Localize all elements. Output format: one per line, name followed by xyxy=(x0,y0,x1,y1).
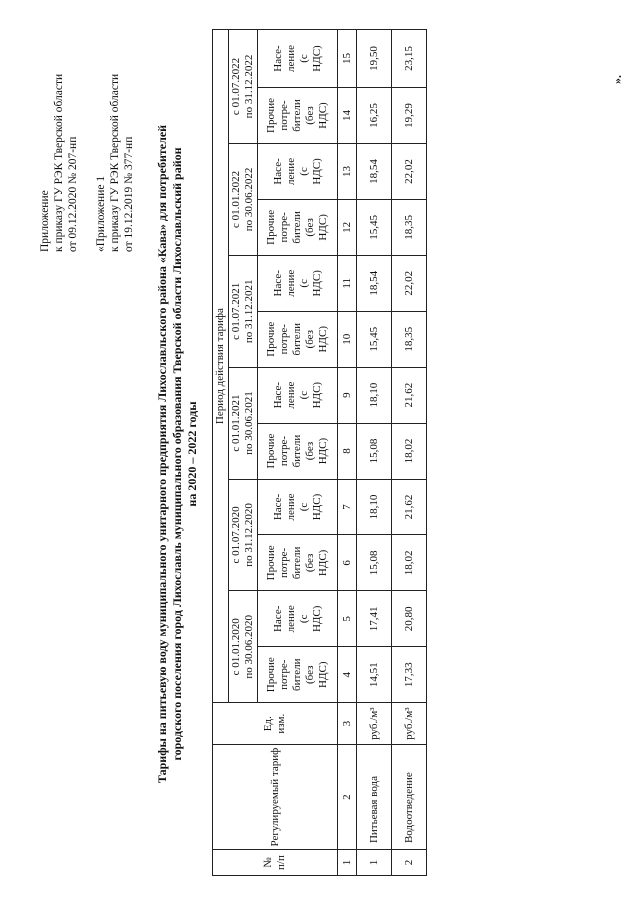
period-range xyxy=(229,367,258,479)
consumer-label-line: бители xyxy=(291,546,303,580)
appendix-line: к приказу ГУ РЭК Тверской области xyxy=(53,73,65,252)
consumer-population-header xyxy=(258,367,338,423)
consumer-label-line: ление xyxy=(284,45,297,73)
consumer-label-line: Насе- xyxy=(271,270,284,297)
appendix-old-note xyxy=(94,22,136,252)
column-number: 12 xyxy=(338,199,357,255)
tariff-value-cell: 18,10 xyxy=(357,367,392,423)
column-number: 2 xyxy=(338,745,357,850)
column-number: 7 xyxy=(338,479,357,535)
consumer-label-line: (без xyxy=(304,441,316,461)
column-number: 13 xyxy=(338,143,357,199)
consumer-label-line: (без xyxy=(304,329,316,349)
consumer-label-line: Насе- xyxy=(271,45,284,72)
consumer-other-header xyxy=(258,199,338,255)
consumer-other-header xyxy=(258,88,338,144)
row-number-cell: 2 xyxy=(392,850,427,876)
tariff-value-cell: 23,15 xyxy=(392,30,427,88)
column-number: 15 xyxy=(338,30,357,88)
consumer-label-line: Насе- xyxy=(271,605,284,633)
appendix-old-line: «Приложение 1 xyxy=(95,175,107,252)
consumer-label-line: ление xyxy=(284,493,297,521)
consumer-label-line: (без xyxy=(304,665,316,684)
unit-cell: руб./м³ xyxy=(392,703,427,745)
tariff-value-cell: 18,35 xyxy=(392,199,427,255)
period-from: с 01.01.2022 xyxy=(230,170,242,228)
consumer-label-line: Прочие xyxy=(265,433,277,469)
appendix-old-line: от 19.12.2019 № 377-нп xyxy=(123,136,135,252)
consumer-label-line: НДС) xyxy=(317,549,329,577)
tariff-value-cell: 20,80 xyxy=(392,591,427,647)
tariff-value-cell: 14,51 xyxy=(357,647,392,703)
consumer-label-line: бители xyxy=(291,211,303,244)
column-number: 3 xyxy=(338,703,357,745)
tariff-value-cell: 18,02 xyxy=(392,535,427,591)
appendix-old-line: к приказу ГУ РЭК Тверской области xyxy=(109,73,121,252)
tariff-name-cell: Водоотведение xyxy=(392,745,427,850)
consumer-label-line: ление xyxy=(284,269,297,297)
consumer-label-line: (с xyxy=(297,279,310,288)
consumer-label-line: ление xyxy=(284,157,297,185)
period-from: с 01.01.2021 xyxy=(230,394,242,452)
title-line: Тарифы на питьевую воду муниципального унитарного предприятия Лихославльского района «Кава» для потребителей xyxy=(155,124,169,784)
consumer-other-header xyxy=(258,311,338,367)
tariff-value-cell: 18,02 xyxy=(392,423,427,479)
header-tariff-name: Регулируемый тариф xyxy=(213,745,338,850)
column-number: 1 xyxy=(338,850,357,876)
tariff-value-cell: 18,35 xyxy=(392,311,427,367)
consumer-population-header xyxy=(258,143,338,199)
period-to: по 30.06.2022 xyxy=(243,167,255,232)
table-row xyxy=(357,30,392,876)
consumer-label-line: Прочие xyxy=(265,98,277,133)
consumer-label-line: бители xyxy=(291,434,303,468)
consumer-label-line: (без xyxy=(304,218,316,237)
column-number: 10 xyxy=(338,311,357,367)
period-from: с 01.07.2020 xyxy=(230,506,242,564)
consumer-label-line: (без xyxy=(304,106,316,125)
period-from: с 01.07.2022 xyxy=(230,57,242,116)
tariff-value-cell: 22,02 xyxy=(392,255,427,311)
period-from: с 01.01.2020 xyxy=(230,618,242,676)
consumer-label-line: НДС) xyxy=(317,102,329,129)
appendix-line: от 09.12.2020 № 207-нп xyxy=(67,136,79,252)
tariff-value-cell: 19,29 xyxy=(392,88,427,144)
consumer-label-line: НДС) xyxy=(317,325,329,353)
consumer-label-line: НДС) xyxy=(310,605,323,633)
consumer-label-line: ление xyxy=(284,605,297,633)
consumer-label-line: (с xyxy=(297,390,310,400)
consumer-population-header xyxy=(258,255,338,311)
consumer-label-line: НДС) xyxy=(310,270,323,297)
consumer-label-line: бители xyxy=(291,322,303,356)
tariff-table xyxy=(212,29,427,876)
column-number: 14 xyxy=(338,88,357,144)
consumer-population-header xyxy=(258,591,338,647)
consumer-label-line: потре- xyxy=(278,659,290,690)
row-number-cell: 1 xyxy=(357,850,392,876)
consumer-label-line: НДС) xyxy=(317,437,329,465)
consumer-label-line: НДС) xyxy=(317,661,329,688)
header-unit: Ед. изм. xyxy=(213,703,338,745)
consumer-label-line: бители xyxy=(291,658,303,692)
period-from: с 01.07.2021 xyxy=(230,282,242,340)
consumer-label-line: Прочие xyxy=(265,321,277,357)
consumer-label-line: Прочие xyxy=(265,657,277,693)
consumer-label-line: НДС) xyxy=(310,45,323,72)
column-number: 4 xyxy=(338,647,357,703)
consumer-label-line: (с xyxy=(297,502,310,512)
consumer-label-line: потре- xyxy=(278,212,290,243)
period-to: по 31.12.2022 xyxy=(243,54,255,119)
consumer-label-line: потре- xyxy=(278,324,290,355)
column-number: 9 xyxy=(338,367,357,423)
consumer-label-line: ление xyxy=(284,381,297,409)
consumer-label-line: НДС) xyxy=(310,493,323,521)
column-number: 11 xyxy=(338,255,357,311)
consumer-label-line: потре- xyxy=(278,100,290,131)
title-line: городского поселения город Лихославль муниципального образования Тверской области Лихославльский район xyxy=(170,147,184,761)
consumer-label-line: НДС) xyxy=(310,381,323,409)
period-to: по 31.12.2021 xyxy=(243,279,255,344)
title-line: на 2020 – 2022 годы xyxy=(185,401,199,507)
consumer-label-line: Насе- xyxy=(271,493,284,521)
period-range xyxy=(229,143,258,255)
consumer-label-line: Насе- xyxy=(271,381,284,409)
consumer-label-line: потре- xyxy=(278,547,290,579)
consumer-label-line: Прочие xyxy=(265,209,277,245)
period-range xyxy=(229,479,258,591)
unit-cell: руб./м³ xyxy=(357,703,392,745)
tariff-name-cell: Питьевая вода xyxy=(357,745,392,850)
consumer-other-header xyxy=(258,647,338,703)
consumer-label-line: НДС) xyxy=(317,214,329,241)
tariff-value-cell: 15,45 xyxy=(357,311,392,367)
consumer-population-header xyxy=(258,30,338,88)
tariff-value-cell: 15,45 xyxy=(357,199,392,255)
tariff-value-cell: 16,25 xyxy=(357,88,392,144)
period-to: по 30.06.2020 xyxy=(243,614,255,679)
tariff-value-cell: 18,54 xyxy=(357,255,392,311)
tariff-value-cell: 15,08 xyxy=(357,535,392,591)
tariff-value-cell: 21,62 xyxy=(392,367,427,423)
consumer-label-line: (с xyxy=(297,614,310,624)
consumer-label-line: (с xyxy=(297,54,310,63)
consumer-label-line: потре- xyxy=(278,435,290,467)
consumer-other-header xyxy=(258,423,338,479)
consumer-label-line: НДС) xyxy=(310,158,323,185)
tariff-value-cell: 17,41 xyxy=(357,591,392,647)
period-range xyxy=(229,255,258,367)
period-range xyxy=(229,591,258,703)
tariff-value-cell: 18,10 xyxy=(357,479,392,535)
column-number-row xyxy=(338,30,357,876)
consumer-label-line: (с xyxy=(297,167,310,176)
tariff-value-cell: 17,33 xyxy=(392,647,427,703)
consumer-label-line: (без xyxy=(304,553,316,573)
tariff-value-cell: 21,62 xyxy=(392,479,427,535)
consumer-population-header xyxy=(258,479,338,535)
document-title xyxy=(155,64,200,844)
period-to: по 30.06.2021 xyxy=(243,391,255,455)
consumer-label-line: Прочие xyxy=(265,545,277,581)
consumer-other-header xyxy=(258,535,338,591)
tariff-value-cell: 19,50 xyxy=(357,30,392,88)
tariff-value-cell: 15,08 xyxy=(357,423,392,479)
column-number: 8 xyxy=(338,423,357,479)
tariff-data-body xyxy=(357,30,427,876)
tariff-value-cell: 22,02 xyxy=(392,143,427,199)
column-number: 5 xyxy=(338,591,357,647)
consumer-label-line: Насе- xyxy=(271,158,284,185)
appendix-line: Приложение xyxy=(39,190,51,252)
period-to: по 31.12.2020 xyxy=(243,503,255,567)
appendix-note xyxy=(38,22,80,252)
closing-mark: ». xyxy=(610,75,624,84)
period-range xyxy=(229,30,258,144)
table-row xyxy=(392,30,427,876)
header-row-number: № п/п xyxy=(213,850,338,876)
column-number: 6 xyxy=(338,535,357,591)
consumer-label-line: бители xyxy=(291,99,303,132)
header-period: Период действия тарифа xyxy=(213,30,229,703)
tariff-value-cell: 18,54 xyxy=(357,143,392,199)
